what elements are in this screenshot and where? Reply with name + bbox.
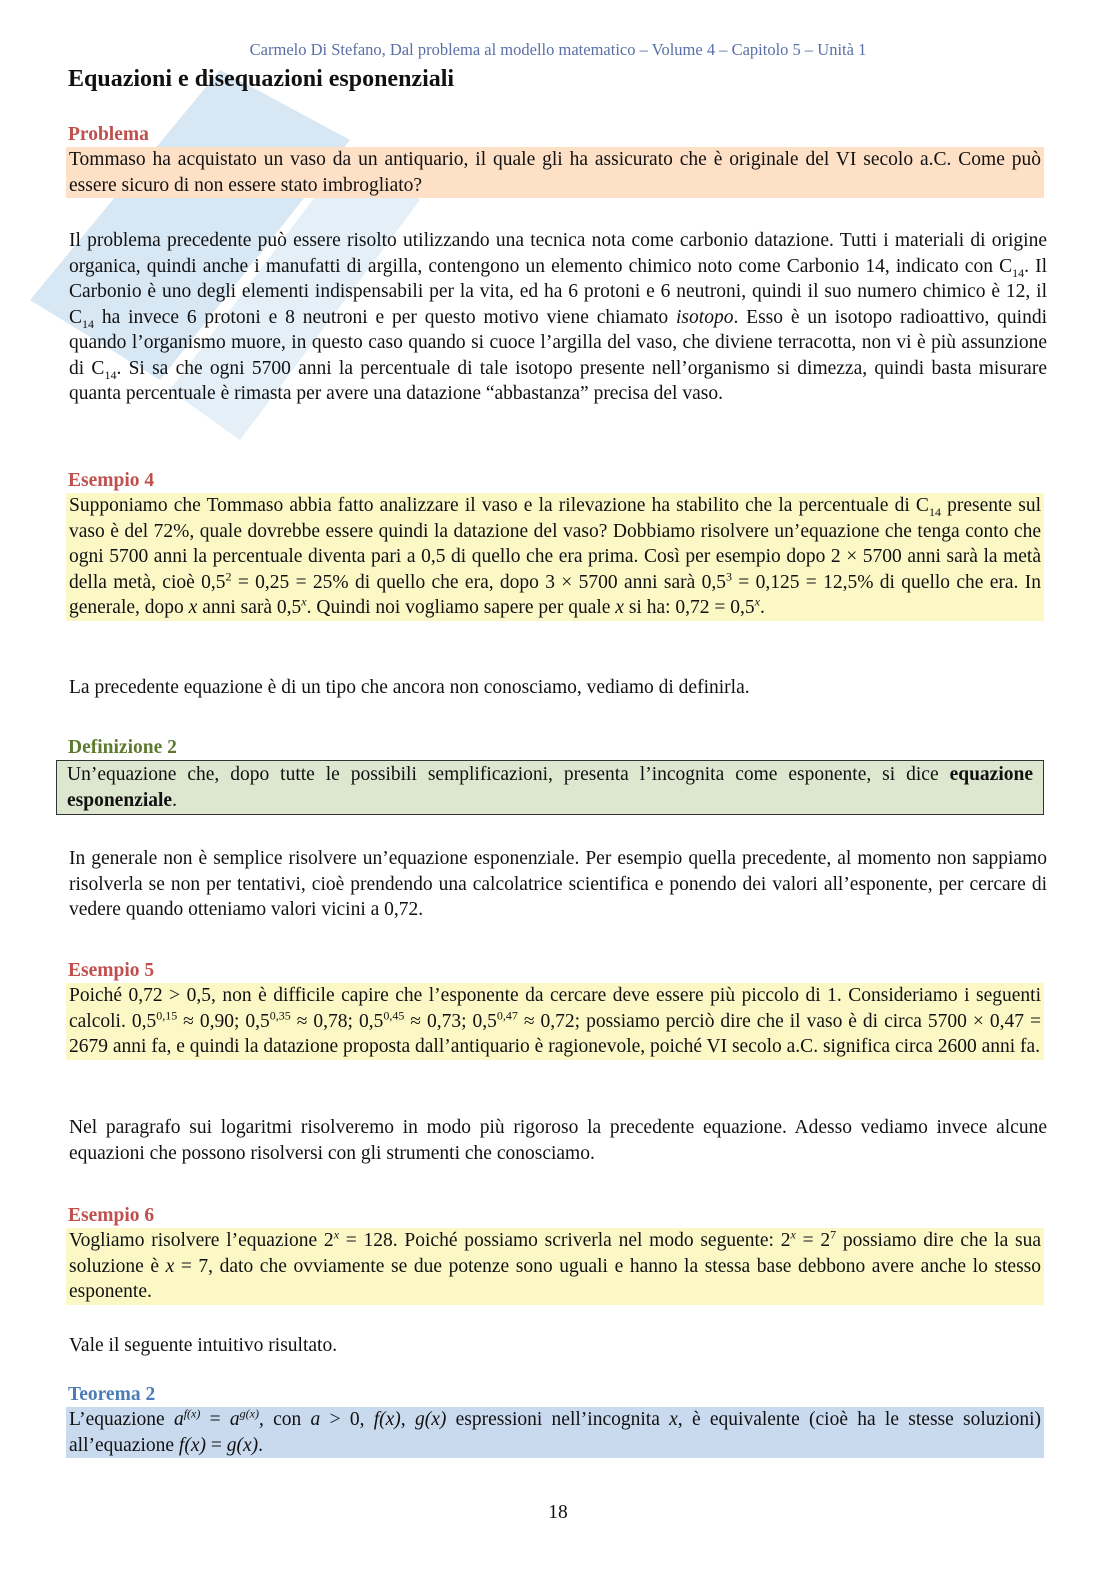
definizione2-box: Un’equazione che, dopo tutte le possibili semplificazioni, presenta l’incognita come esponente, si dice equazione esponenziale.: [56, 760, 1044, 815]
esempio6-box: Vogliamo risolvere l’equazione $2^x = 128$. Poiché possiamo scriverla nel modo seguente: $2^x = 2^7$ possiamo dire che la sua soluzione è x = 7, dato che ovviamente se due potenze sono uguali e hanno la stessa base debbono avere anche lo stesso esponente.: [66, 1228, 1044, 1305]
esempio5-box: Poiché 0,72 > 0,5, non è difficile capire che l’esponente da cercare deve essere più piccolo di 1. Consideriamo i seguenti calcoli. $0,5^{0,15} \approx 0,90$; $0,5^{0,35} \approx 0,78$; $0,5^{0,45} \approx 0,73$; $0,5^{0,47} \approx 0,72$; possiamo perciò dire che il vaso è di circa 5700 × 0,47 = 2679 anni fa, e quindi la datazione proposta dall’antiquario è ragionevole, poiché VI secolo a.C. significa circa 2600 anni fa.: [66, 983, 1044, 1060]
teorema2-label: Teorema 2: [68, 1384, 156, 1405]
teorema2-section: [66, 1384, 1044, 1458]
after-definizione: In generale non è semplice risolvere un’equazione esponenziale. Per esempio quella precedente, al momento non sappiamo risolverla se non per tentativi, cioè prendendo una calcolatrice scientifica e ponendo dei valori all’esponente, per cercare di vedere quando otteniamo valori vicini a 0,72.: [69, 848, 1047, 920]
page-header: Carmelo Di Stefano, Dal problema al modello matematico – Volume 4 – Capitolo 5 – Unità 1: [249, 40, 867, 59]
problema-section: [66, 124, 1044, 198]
after-esempio5: Nel paragrafo sui logaritmi risolveremo in modo più rigoroso la precedente equazione. Adesso vediamo invece alcune equazioni che possono risolversi con gli strumenti che conosciamo.: [69, 1117, 1047, 1164]
intro-paragraph: Il problema precedente può essere risolto utilizzando una tecnica nota come carbonio datazione. Tutti i materiali di origine organica, quindi anche i manufatti di argilla, contengono un elemento chimico noto come Carbonio 14, indicato con $C_{14}$. Il Carbonio è uno degli elementi indispensabili per la vita, ed ha 6 protoni e 6 neutroni, quindi il suo numero chimico è 12, il $C_{14}$ ha invece 6 protoni e 8 neutroni e per questo motivo viene chiamato isotopo. Esso è un isotopo radioattivo, quindi quando l’organismo muore, in questo caso quando si cuoce l’argilla del vaso, che diviene terracotta, non vi è più assunzione di $C_{14}$. Si sa che ogni 5700 anni la percentuale di tale isotopo presente nell’organismo si dimezza, quindi basta misurare quanta percentuale è rimasta per avere una datazione “abbastanza” precisa del vaso.: [69, 230, 1047, 404]
page-title: Equazioni e disequazioni esponenziali: [68, 66, 455, 92]
problema-box: Tommaso ha acquistato un vaso da un antiquario, il quale gli ha assicurato che è originale del VI secolo a.C. Come può essere sicuro di non essere stato imbrogliato?: [66, 147, 1044, 198]
esempio4-section: [66, 470, 1044, 621]
esempio5-label: Esempio 5: [68, 960, 155, 981]
esempio6-section: [66, 1205, 1044, 1305]
after-esempio4: La precedente equazione è di un tipo che ancora non conosciamo, vediamo di definirla.: [69, 677, 750, 698]
definizione2-section: [66, 737, 1044, 815]
esempio6-label: Esempio 6: [68, 1205, 155, 1226]
esempio5-section: [66, 960, 1044, 1060]
esempio4-label: Esempio 4: [68, 470, 155, 491]
problema-label: Problema: [68, 124, 149, 145]
after-esempio6: Vale il seguente intuitivo risultato.: [69, 1335, 338, 1356]
page-number: 18: [548, 1502, 568, 1523]
esempio4-box: Supponiamo che Tommaso abbia fatto analizzare il vaso e la rilevazione ha stabilito che la percentuale di $C_{14}$ presente sul vaso è del 72%, quale dovrebbe essere quindi la datazione del vaso? Dobbiamo risolvere un’equazione che tenga conto che ogni 5700 anni la percentuale diventa pari a 0,5 di quello che era prima. Così per esempio dopo 2 × 5700 anni sarà la metà della metà, cioè $0,5^2 = 0,25 = 25\%$ di quello che era, dopo 3 × 5700 anni sarà $0,5^3 = 0,125 = 12,5\%$ di quello che era. In generale, dopo x anni sarà 0,5$^x$. Quindi noi vogliamo sapere per quale x si ha: $0,72 = 0,5^x$.: [66, 493, 1044, 621]
teorema2-box: L’equazione $a^{f(x)} = a^{g(x)}$, con a > 0, f(x), g(x) espressioni nell’incognita x, è equivalente (cioè ha le stesse soluzioni) all’equazione f(x) = g(x).: [66, 1407, 1044, 1458]
definizione2-label: Definizione 2: [68, 737, 177, 758]
